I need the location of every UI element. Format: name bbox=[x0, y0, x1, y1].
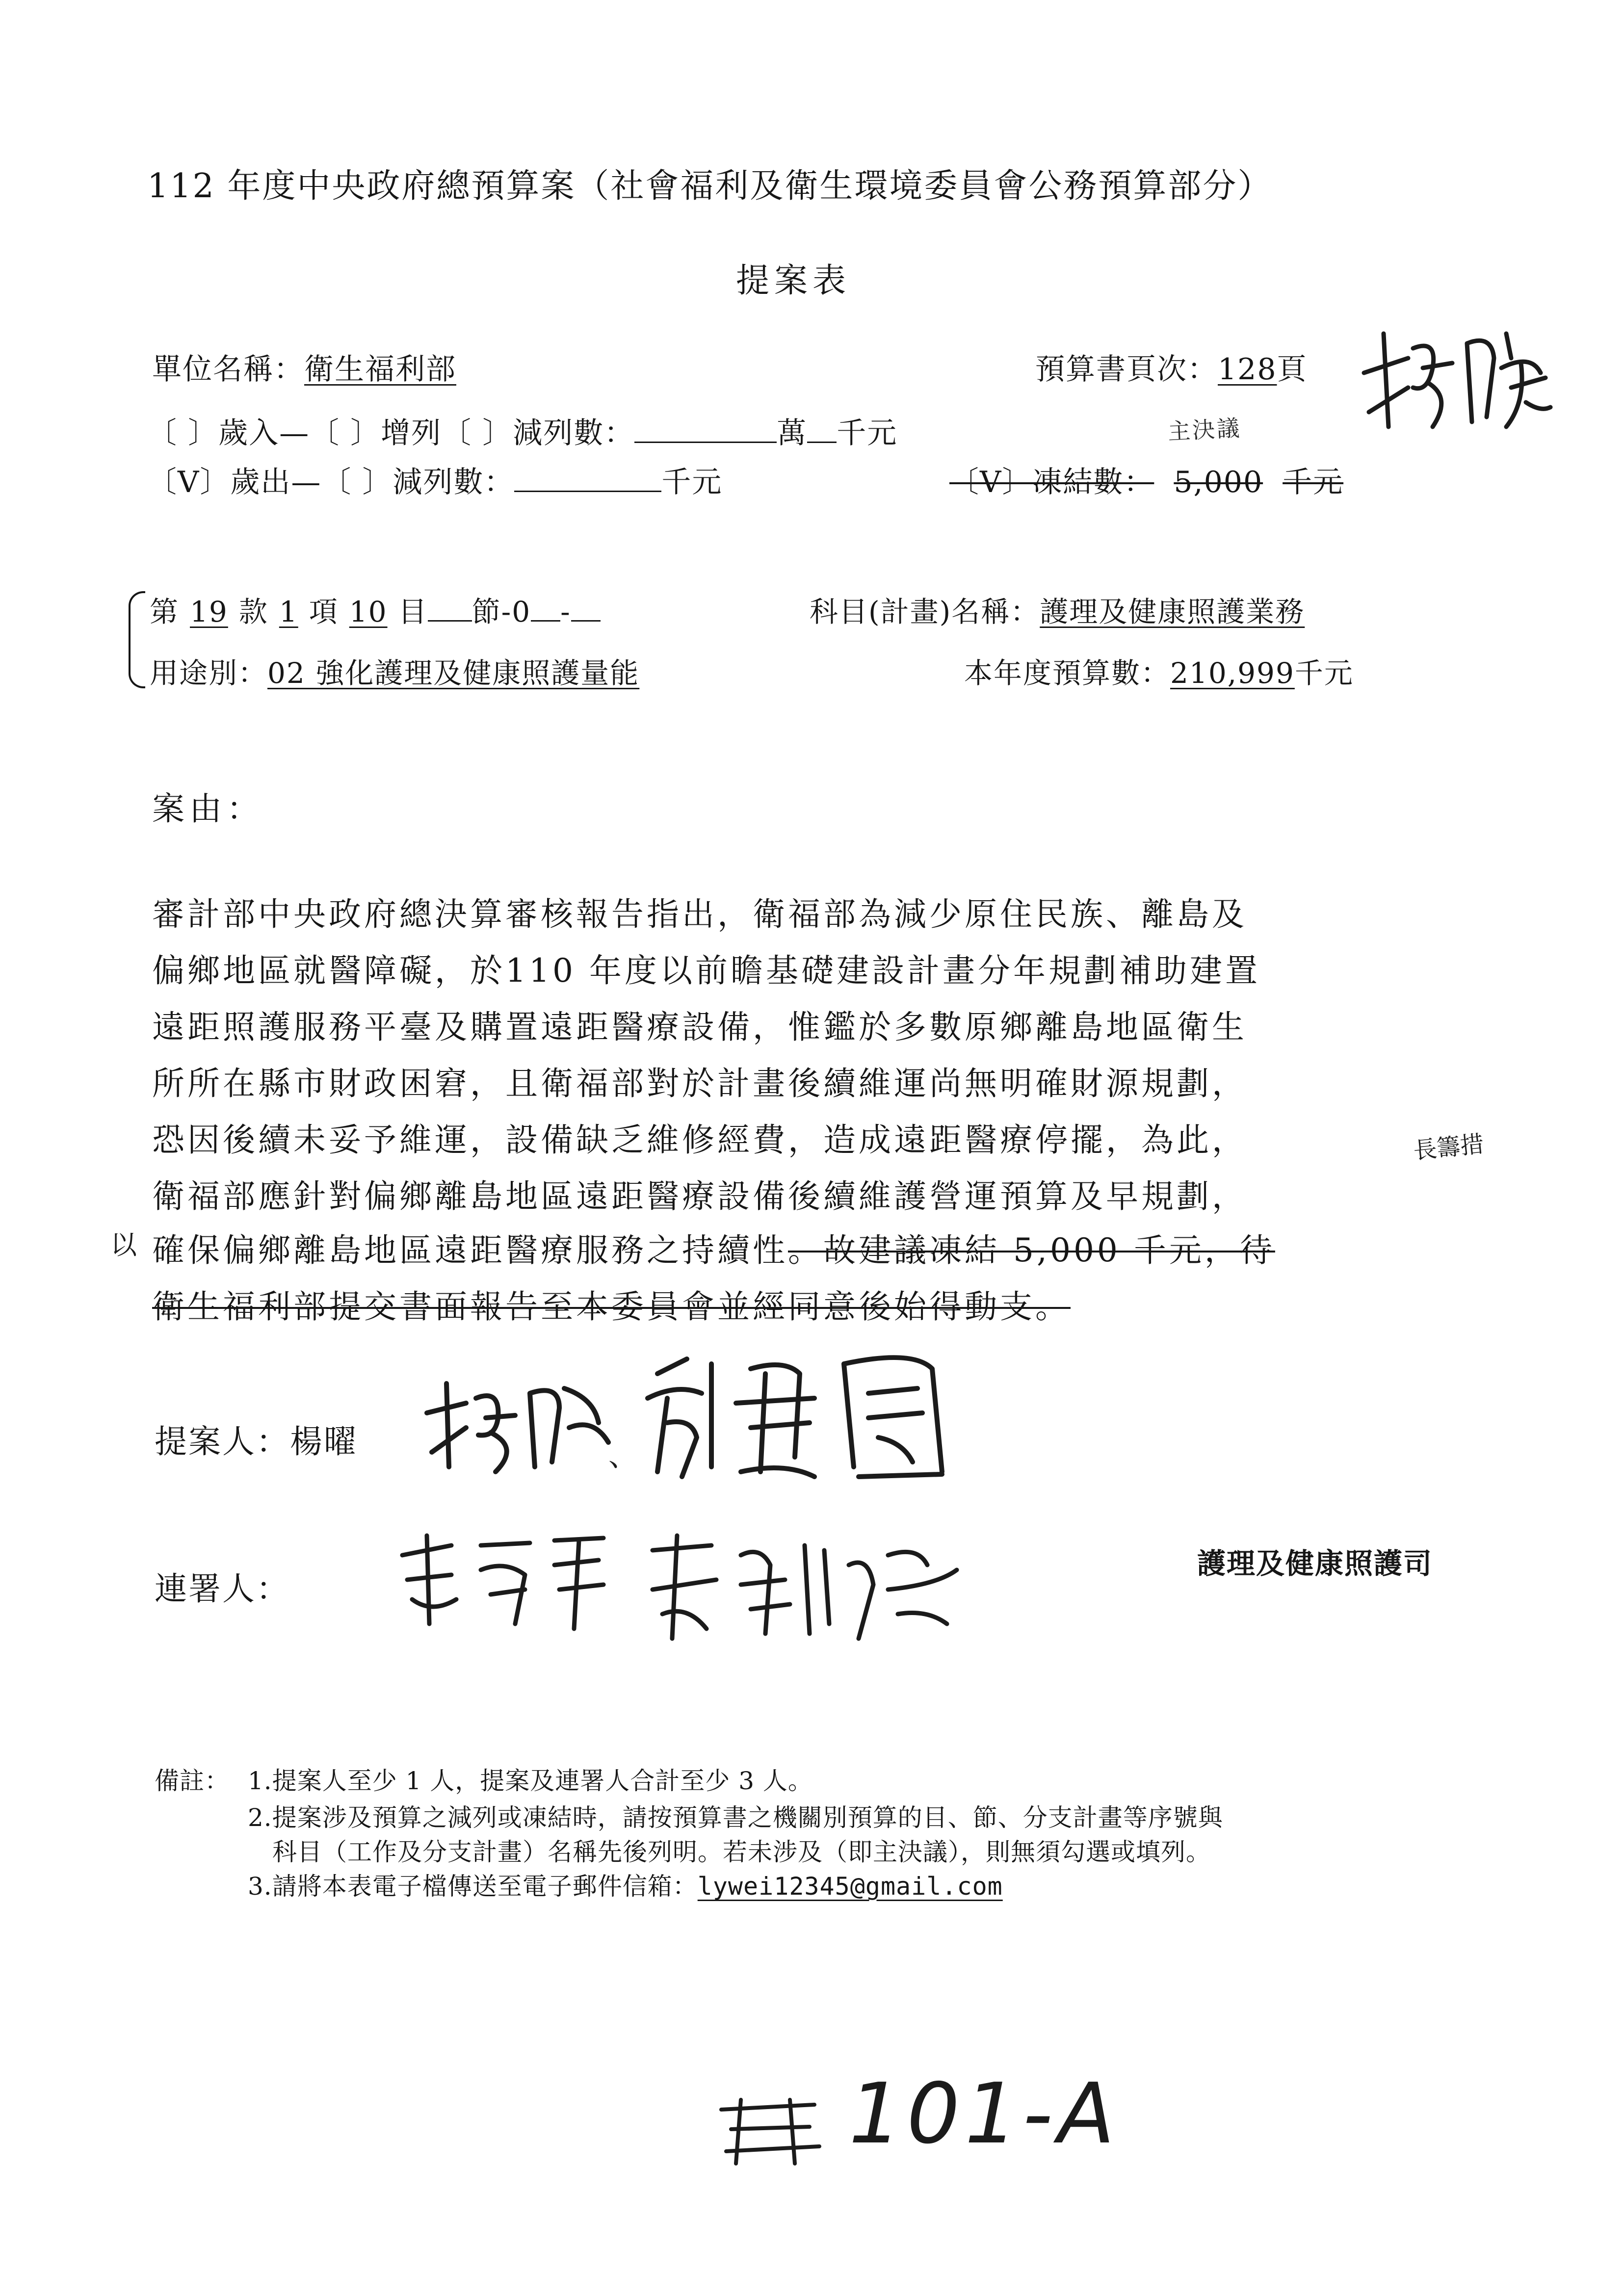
page-suffix: 頁 bbox=[1277, 352, 1308, 387]
expense-row-unit: 千元 bbox=[661, 465, 723, 499]
usage-row bbox=[150, 650, 639, 691]
cosigner-label: 連署人： bbox=[155, 1570, 290, 1608]
budget-page-ref bbox=[1035, 346, 1308, 388]
income-row-wan: 萬 bbox=[777, 416, 808, 450]
reason-line-7 bbox=[152, 1224, 1275, 1271]
handwritten-insert-yi: 以 bbox=[110, 1229, 137, 1260]
freeze-unit: 千元 bbox=[1283, 465, 1344, 499]
item-mu-no: 10 bbox=[349, 595, 388, 628]
freeze-label: 〔V〕凍結數： bbox=[949, 465, 1154, 499]
footer-handwritten-mark bbox=[711, 2090, 829, 2173]
reason-line-5: 恐因後續未妥予維運，設備缺乏維修經費，造成遠距醫療停擺，為此， bbox=[152, 1121, 1247, 1159]
notes-label: 備註： bbox=[155, 1767, 230, 1795]
expense-row-label: 〔V〕歲出—〔 〕減列數： bbox=[147, 465, 515, 499]
cosigner-signature-2 bbox=[643, 1526, 976, 1653]
reason-line-4: 所所在縣市財政困窘，且衛福部對於計畫後續維運尚無明確財源規劃， bbox=[152, 1065, 1247, 1102]
income-row-label: 〔 〕歲入—〔 〕增列〔 〕減列數： bbox=[147, 416, 635, 450]
proposer-signature-1 bbox=[417, 1369, 613, 1482]
item-jie: 節-0 bbox=[471, 595, 531, 628]
proposer-separator: 、 bbox=[608, 1439, 638, 1473]
item-blank-3 bbox=[571, 595, 601, 622]
expense-blank bbox=[514, 465, 661, 492]
footer-handwritten-code: 101-A bbox=[849, 2065, 1120, 2163]
note-3 bbox=[248, 1867, 1101, 1902]
reason-line-2: 偏鄉地區就醫障礙，於110 年度以前瞻基礎建設計畫分年規劃補助建置 bbox=[152, 952, 1260, 990]
unit-value: 衛生福利部 bbox=[304, 352, 456, 387]
item-no: 1 bbox=[279, 595, 298, 628]
income-blank-qian bbox=[807, 416, 837, 443]
reason-line-1: 審計部中央政府總決算審核報告指出，衛福部為減少原住民族、離島及 bbox=[152, 895, 1247, 933]
income-row bbox=[147, 410, 897, 452]
proposer-label: 提案人： bbox=[155, 1423, 290, 1461]
proposer-row bbox=[155, 1415, 358, 1462]
signature-top-right bbox=[1354, 314, 1560, 442]
document-title: 112 年度中央政府總預算案（社會福利及衛生環境委員會公務預算部分） bbox=[147, 167, 1273, 206]
note-2a: 2.提案涉及預算之減列或凍結時，請按預算書之機關別預算的目、節、分支計畫等序號與 bbox=[248, 1803, 1223, 1832]
note-3-label: 3.請將本表電子檔傳送至電子郵件信箱： bbox=[248, 1872, 698, 1901]
subject-value: 護理及健康照護業務 bbox=[1040, 595, 1305, 628]
document-subtitle: 提案表 bbox=[736, 261, 851, 300]
cosigner-signature-1 bbox=[393, 1526, 618, 1639]
department-stamp: 護理及健康照護司 bbox=[1197, 1547, 1433, 1580]
annual-unit: 千元 bbox=[1294, 656, 1354, 690]
subject-label: 科目(計畫)名稱： bbox=[810, 595, 1040, 628]
proposer-signature-2 bbox=[638, 1344, 971, 1491]
item-section: 第 bbox=[150, 595, 180, 628]
reason-line-8: 衛生福利部提交書面報告至本委員會並經同意後始得動支。 bbox=[152, 1288, 1071, 1326]
item-dash: - bbox=[560, 595, 571, 628]
item-kuan: 款 bbox=[238, 595, 268, 628]
reason-line-7-kept: 確保偏鄉離島地區遠距醫療服務之持續性 bbox=[152, 1231, 788, 1269]
handwritten-main-resolution: 主決議 bbox=[1167, 415, 1242, 445]
unit-label: 單位名稱： bbox=[152, 352, 304, 387]
usage-value: 02 強化護理及健康照護量能 bbox=[267, 656, 640, 690]
freeze-row bbox=[949, 459, 1343, 501]
reason-label: 案由： bbox=[152, 790, 264, 828]
note-3-email: lywei12345@gmail.com bbox=[697, 1872, 1003, 1901]
income-row-qianyuan: 千元 bbox=[837, 416, 898, 450]
item-jie-blank bbox=[428, 595, 472, 622]
unit-row bbox=[152, 346, 456, 388]
proposer-name: 楊曜 bbox=[290, 1423, 358, 1461]
annual-value: 210,999 bbox=[1170, 656, 1295, 690]
expense-row bbox=[147, 459, 722, 501]
page-value: 128 bbox=[1218, 352, 1277, 387]
item-xiang: 項 bbox=[309, 595, 339, 628]
item-section-no: 19 bbox=[190, 595, 228, 628]
reason-line-3: 遠距照護服務平臺及購置遠距醫療設備，惟鑑於多數原鄉離島地區衛生 bbox=[152, 1008, 1247, 1046]
note-2b: 科目（工作及分支計畫）名稱先後列明。若未涉及（即主決議），則無須勾選或填列。 bbox=[272, 1838, 1211, 1866]
item-blank-2 bbox=[531, 595, 560, 622]
subject-row bbox=[810, 589, 1305, 630]
item-row bbox=[150, 589, 601, 630]
usage-label: 用途別： bbox=[150, 656, 268, 690]
freeze-value: 5,000 bbox=[1174, 465, 1263, 499]
note-1: 1.提案人至少 1 人，提案及連署人合計至少 3 人。 bbox=[248, 1767, 813, 1795]
income-blank-wan bbox=[634, 416, 777, 443]
item-mu: 目 bbox=[398, 595, 428, 628]
annual-budget-row bbox=[964, 650, 1354, 691]
page-label: 預算書頁次： bbox=[1035, 352, 1218, 387]
reason-line-7-struck: 。故建議凍結 5,000 千元，待 bbox=[788, 1231, 1275, 1269]
handwritten-insert-long: 長籌措 bbox=[1412, 1130, 1486, 1165]
reason-line-6: 衛福部應針對偏鄉離島地區遠距醫療設備後續維護營運預算及早規劃， bbox=[152, 1177, 1247, 1215]
annual-label: 本年度預算數： bbox=[964, 656, 1171, 690]
item-bracket bbox=[129, 591, 145, 688]
